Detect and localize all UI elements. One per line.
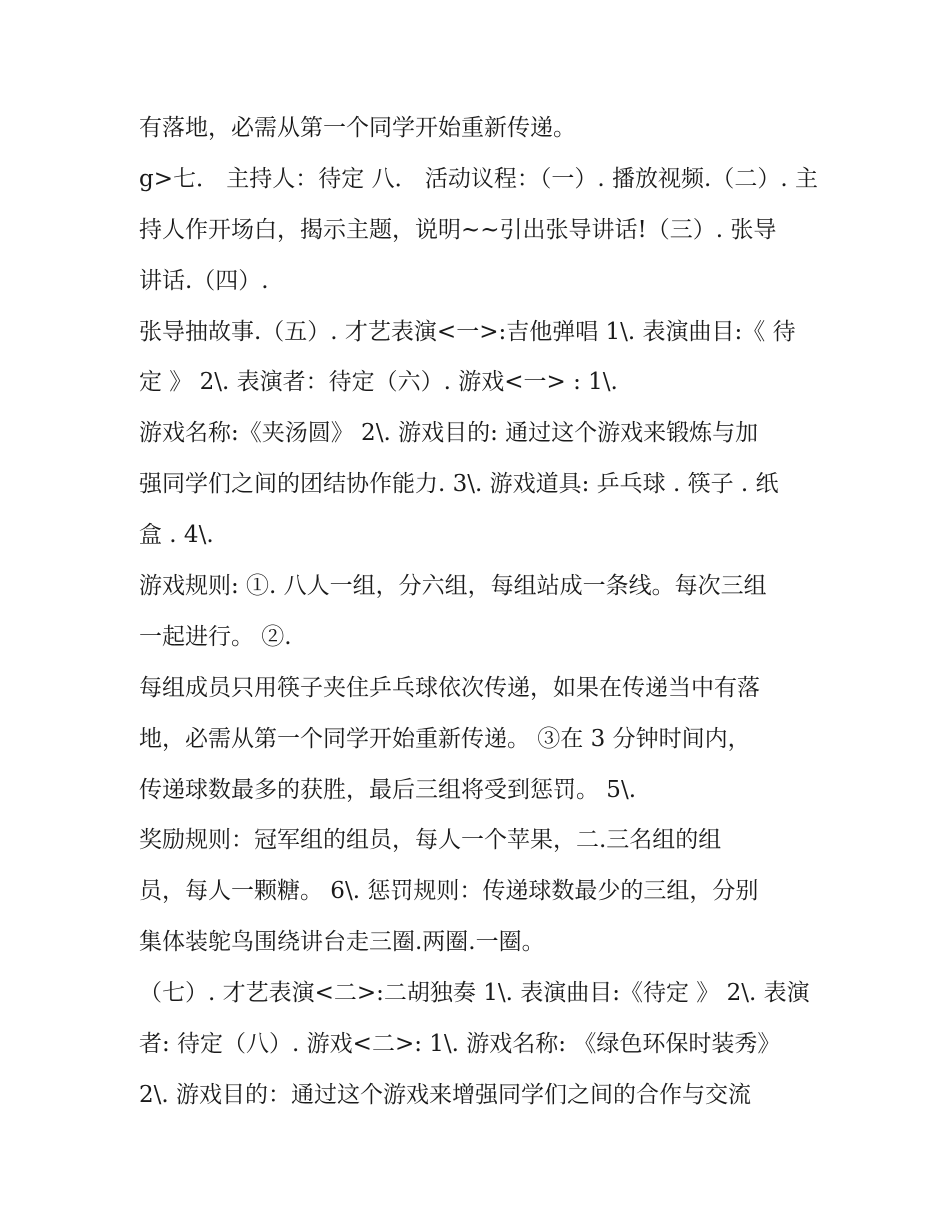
text-line: 2\. 游戏目的：通过这个游戏来增强同学们之间的合作与交流 — [139, 1081, 752, 1108]
text-line: 讲话.（四）. — [139, 267, 269, 294]
text-line: 游戏规则: ①. 八人一组，分六组，每组站成一条线。每次三组 — [139, 573, 767, 600]
text-line: 地，必需从第一个同学开始重新传递。 ③在 3 分钟时间内， — [139, 725, 751, 752]
text-line: 每组成员只用筷子夹住乒乓球依次传递，如果在传递当中有落 — [139, 674, 760, 701]
text-line: 张导抽故事.（五）. 才艺表演<一>:吉他弹唱 1\. 表演曲目:《 待 — [139, 318, 796, 345]
text-line: 有落地，必需从第一个同学开始重新传递。 — [139, 115, 576, 141]
text-line: g>七． 主持人：待定 八． 活动议程：（一）. 播放视频.（二）. 主 — [139, 165, 818, 192]
text-line: 游戏名称:《夹汤圆》 2\. 游戏目的: 通过这个游戏来锻炼与加 — [139, 420, 759, 447]
text-line: 一起进行。 ②. — [139, 623, 292, 650]
text-line: 持人作开场白，揭示主题，说明~~引出张导讲话!（三）. 张导 — [139, 216, 777, 243]
text-line: 奖励规则：冠军组的组员，每人一个苹果，二.三名组的组 — [139, 827, 722, 854]
body-text — [139, 103, 819, 1121]
text-line: 传递球数最多的获胜，最后三组将受到惩罚。 5\. — [139, 776, 637, 803]
text-line: 定 》 2\. 表演者：待定（六）. 游戏<一> : 1\. — [139, 369, 618, 396]
text-line: 强同学们之间的团结协作能力. 3\. 游戏道具: 乒乓球 . 筷子 . 纸 — [139, 471, 779, 498]
text-line: 集体装鸵鸟围绕讲台走三圈.两圈.一圈。 — [139, 929, 545, 956]
text-line: 者: 待定（八）. 游戏<二>: 1\. 游戏名称: 《绿色环保时装秀》 — [139, 1031, 781, 1058]
text-line: （七）. 才艺表演<二>:二胡独奏 1\. 表演曲目:《待定 》 2\. 表演 — [139, 980, 810, 1007]
text-line: 员，每人一颗糖。 6\. 惩罚规则：传递球数最少的三组，分别 — [139, 878, 759, 905]
text-line: 盒 . 4\. — [139, 522, 214, 549]
